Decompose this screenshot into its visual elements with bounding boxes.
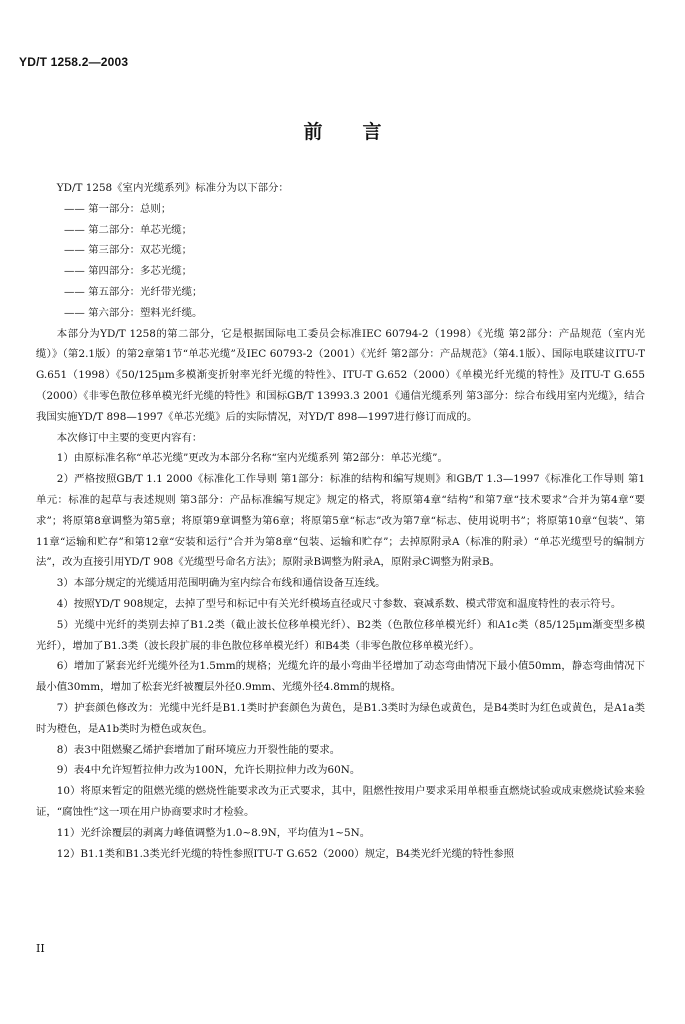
change-item-10: 10）将原来暂定的阻燃光缆的燃烧性能要求改为正式要求，其中，阻燃性按用户要求采用单根垂直燃烧试验或成束燃烧试验来验证，“腐蚀性”这一项在用户协商要求时才检验。 xyxy=(36,785,645,818)
list-item: —— 第三部分：双芯光缆； xyxy=(64,244,192,257)
change-item-6: 6）增加了紧套光纤光缆外径为1.5mm的规格；光缆允许的最小弯曲半径增加了动态弯曲情况下最小值50mm，静态弯曲情况下最小值30mm，增加了松套光纤被覆层外径0.9mm、光缆外径4.8mm的规格。 xyxy=(36,660,645,694)
standard-code: YD/T 1258.2—2003 xyxy=(19,55,129,69)
change-item-11: 11）光纤涂覆层的剥离力峰值调整为1.0~8.9N，平均值为1~5N。 xyxy=(56,826,371,839)
list-item: —— 第二部分：单芯光缆； xyxy=(64,223,192,236)
list-item: —— 第六部分：塑料光纤缆。 xyxy=(64,306,203,319)
change-item-12: 12）B1.1类和B1.3类光纤光缆的特性参照ITU-T G.652（2000）规定，B4类光纤光缆的特性参照 xyxy=(56,847,515,860)
change-item-4: 4）按照YD/T 908规定，去掉了型号和标记中有关光纤模场直径或尺寸参数、衰减系数、模式带宽和温度特性的表示符号。 xyxy=(56,597,622,610)
list-item: —— 第五部分：光纤带光缆； xyxy=(64,285,203,298)
change-item-7: 7）护套颜色修改为：光缆中光纤是B1.1类时护套颜色为黄色，是B1.3类时为绿色或黄色，是B4类时为红色或黄色，是A1a类时为橙色，是A1b类时为橙色或灰色。 xyxy=(36,701,645,735)
change-item-5: 5）光缆中光纤的类别去掉了B1.2类（截止波长位移单模光纤）、B2类（色散位移单模光纤）和A1c类（85/125μm渐变型多模光纤），增加了B1.3类（波长段扩展的非色散位移单模光纤）和B4类（非零色散位移单模光纤）。 xyxy=(36,618,645,652)
intro-paragraph: YD/T 1258《室内光缆系列》标准分为以下部分： xyxy=(56,182,289,194)
parts-list xyxy=(36,199,645,324)
list-item: —— 第四部分：多芯光缆； xyxy=(64,265,192,278)
foreword-body xyxy=(36,178,645,864)
change-item-1: 1）由原标准名称“单芯光缆”更改为本部分名称“室内光缆系列 第2部分：单芯光缆”。 xyxy=(56,452,448,465)
page-number: II xyxy=(36,942,45,955)
list-item: —— 第一部分：总则； xyxy=(64,202,172,215)
change-item-3: 3）本部分规定的光缆适用范围明确为室内综合布线和通信设备互连线。 xyxy=(56,577,386,590)
paragraph-changes-intro: 本次修订中主要的变更内容有： xyxy=(56,431,203,444)
change-item-8: 8）表3中阻燃聚乙烯护套增加了耐环境应力开裂性能的要求。 xyxy=(56,743,341,756)
page-title: 前言 xyxy=(303,121,422,143)
change-item-9: 9）表4中允许短暂拉伸力改为100N，允许长期拉伸力改为60N。 xyxy=(56,764,361,777)
paragraph-scope: 本部分为YD/T 1258的第二部分，它是根据国际电工委员会标准IEC 60794-2（1998）《光缆 第2部分：产品规范（室内光缆）》（第2.1版）的第2章第1节“单芯光缆”及IEC 60793-2（2001）《光纤 第2部分：产品规范》（第4.1版）、国际电联建议ITU-T G.651（1998）《50/125μm多模渐变折射率光纤光缆的特性》、ITU-T G.652（2000）《单模光纤光缆的特性》及ITU-T G.655（2000）《非零色散位移单模光纤光缆的特性》和国标GB/T 13993.3 2001《通信光缆系列 第3部分：综合布线用室内光缆》，结合我国实施YD/T 898—1997《单芯光缆》后的实际情况，对YD/T 898—1997进行修订而成的。 xyxy=(36,327,645,423)
change-item-2: 2）严格按照GB/T 1.1 2000《标准化工作导则 第1部分：标准的结构和编写规则》和GB/T 1.3—1997《标准化工作导则 第1单元：标准的起草与表述规则 第3部分：产品标准编写规定》规定的格式，将原第4章“结构”和第7章“技术要求”合并为第4章“要求”；将原第8章调整为第5章；将原第9章调整为第6章；将原第5章“标志”改为第7章“标志、使用说明书”；将原第10章“包装”、第11章“运输和贮存”和第12章“安装和运行”合并为第8章“包装、运输和贮存”；去掉原附录A（标准的附录）“单芯光缆型号的编制方法”，改为直接引用YD/T 908《光缆型号命名方法》；原附录B调整为附录A，原附录C调整为附录B。 xyxy=(36,473,645,569)
